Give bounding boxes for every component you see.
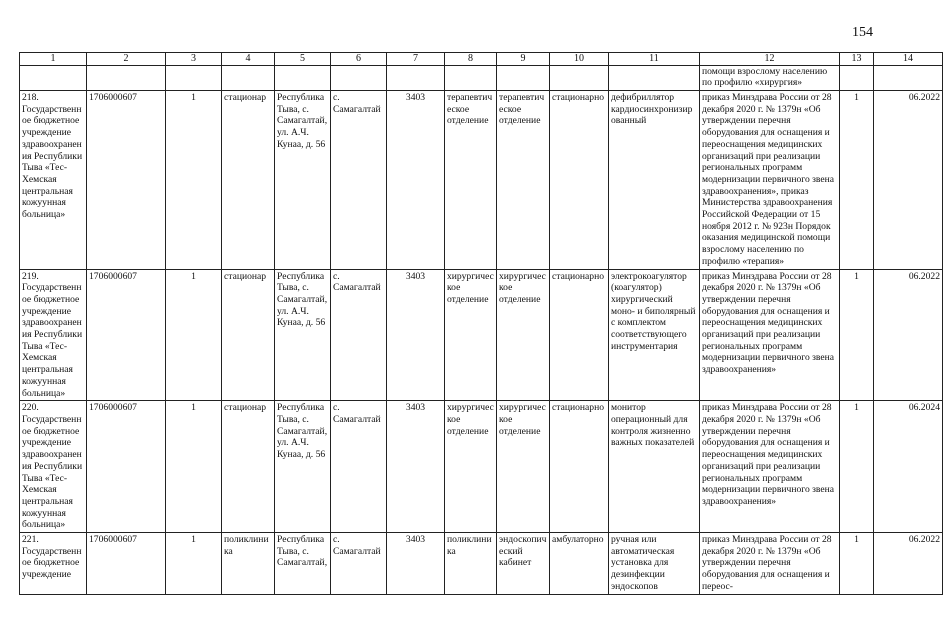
cell-quantity: 1	[840, 401, 874, 533]
table-row	[20, 533, 943, 595]
header-cell: 14	[874, 53, 943, 66]
cell-organization: 220. Государственное бюджетное учреждение здравоохранения Республики Тыва «Тес-Хемская центральная кожуунная больница»	[20, 401, 87, 533]
cell-code: 3403	[387, 401, 445, 533]
cell-locality: с. Самагалтай	[331, 91, 387, 270]
cell-equipment: ручная или автоматическая установка для дезинфекции эндоскопов	[609, 533, 700, 595]
header-cell: 2	[87, 53, 166, 66]
page-number: 154	[852, 25, 873, 40]
cell-inn: 1706000607	[87, 533, 166, 595]
cell-organization: 221. Государственное бюджетное учреждение	[20, 533, 87, 595]
cell-department: поликлиника	[445, 533, 497, 595]
equipment-table	[19, 52, 943, 595]
cell-locality: с. Самагалтай	[331, 401, 387, 533]
cell-date: 06.2024	[874, 401, 943, 533]
cell-legal-basis: приказ Минздрава России от 28 декабря 2020 г. № 1379н «Об утверждении перечня оборудования для оснащения и переоснащения медицинских организаций при реализации региональных программ модернизации первичного звена здравоохранения»	[700, 269, 840, 401]
cell-legal-basis: приказ Минздрава России от 28 декабря 2020 г. № 1379н «Об утверждении перечня оборудования для оснащения и переос-	[700, 533, 840, 595]
cell-subdivision: хирургическое отделение	[497, 269, 550, 401]
cell-col3: 1	[166, 91, 222, 270]
cell-inn: 1706000607	[87, 401, 166, 533]
cell-equipment: монитор операционный для контроля жизненно важных показателей	[609, 401, 700, 533]
cell-date: 06.2022	[874, 269, 943, 401]
cell-subdivision: эндоскопический кабинет	[497, 533, 550, 595]
header-cell: 6	[331, 53, 387, 66]
continuation-row	[20, 66, 943, 91]
cell-address: Республика Тыва, с. Самагалтай,	[275, 533, 331, 595]
cell-locality: с. Самагалтай	[331, 269, 387, 401]
header-cell: 5	[275, 53, 331, 66]
cell-unit-type: стационар	[222, 401, 275, 533]
cell-code: 3403	[387, 533, 445, 595]
cell-code: 3403	[387, 91, 445, 270]
header-cell: 10	[550, 53, 609, 66]
cell-unit-type: стационар	[222, 269, 275, 401]
cell-address: Республика Тыва, с. Самагалтай, ул. А.Ч. Кунаа, д. 56	[275, 269, 331, 401]
cell-care-form: стационарно	[550, 269, 609, 401]
cell-care-form: стационарно	[550, 401, 609, 533]
cell-inn: 1706000607	[87, 91, 166, 270]
header-cell: 13	[840, 53, 874, 66]
cell-legal-basis: приказ Минздрава России от 28 декабря 2020 г. № 1379н «Об утверждении перечня оборудования для оснащения и переоснащения медицинских организаций при реализации региональных программ модернизации первичного звена здравоохранения», приказ Министерства здравоохранения Российской Федерации от 15 ноября 2012 г. № 923н Порядок оказания медицинской помощи взрослому населению по профилю «терапия»	[700, 91, 840, 270]
cell-organization: 218. Государственное бюджетное учреждение здравоохранения Республики Тыва «Тес-Хемская центральная кожуунная больница»	[20, 91, 87, 270]
table-row	[20, 91, 943, 270]
cell-quantity: 1	[840, 91, 874, 270]
cell-department: хирургическое отделение	[445, 269, 497, 401]
header-cell: 7	[387, 53, 445, 66]
header-cell: 9	[497, 53, 550, 66]
cell-subdivision: хирургическое отделение	[497, 401, 550, 533]
cell-quantity: 1	[840, 269, 874, 401]
cell-col3: 1	[166, 401, 222, 533]
cell-date: 06.2022	[874, 91, 943, 270]
cell-department: терапевтическое отделение	[445, 91, 497, 270]
cell-address: Республика Тыва, с. Самагалтай, ул. А.Ч. Кунаа, д. 56	[275, 91, 331, 270]
table-row	[20, 401, 943, 533]
cell-equipment: электрокоагулятор (коагулятор) хирургический моно- и биполярный с комплектом соответствующего инструментария	[609, 269, 700, 401]
cell-quantity: 1	[840, 533, 874, 595]
header-cell: 1	[20, 53, 87, 66]
cell-department: хирургическое отделение	[445, 401, 497, 533]
cell-organization: 219. Государственное бюджетное учреждение здравоохранения Республики Тыва «Тес-Хемская центральная кожуунная больница»	[20, 269, 87, 401]
header-cell: 12	[700, 53, 840, 66]
cell-col3: 1	[166, 533, 222, 595]
header-cell: 8	[445, 53, 497, 66]
cell-equipment: дефибриллятор кардиосинхронизированный	[609, 91, 700, 270]
cell-address: Республика Тыва, с. Самагалтай, ул. А.Ч. Кунаа, д. 56	[275, 401, 331, 533]
cell-care-form: стационарно	[550, 91, 609, 270]
cell-inn: 1706000607	[87, 269, 166, 401]
header-cell: 11	[609, 53, 700, 66]
cell-care-form: амбулаторно	[550, 533, 609, 595]
cell-legal-basis: помощи взрослому населению по профилю «хирургия»	[700, 66, 840, 91]
cell-date: 06.2022	[874, 533, 943, 595]
cell-unit-type: стационар	[222, 91, 275, 270]
cell-legal-basis: приказ Минздрава России от 28 декабря 2020 г. № 1379н «Об утверждении перечня оборудования для оснащения и переоснащения медицинских организаций при реализации региональных программ модернизации первичного звена здравоохранения»	[700, 401, 840, 533]
cell-locality: с. Самагалтай	[331, 533, 387, 595]
column-number-row	[20, 53, 943, 66]
table-row	[20, 269, 943, 401]
cell-col3: 1	[166, 269, 222, 401]
header-cell: 4	[222, 53, 275, 66]
cell-subdivision: терапевтическое отделение	[497, 91, 550, 270]
header-cell: 3	[166, 53, 222, 66]
cell-unit-type: поликлиника	[222, 533, 275, 595]
cell-code: 3403	[387, 269, 445, 401]
